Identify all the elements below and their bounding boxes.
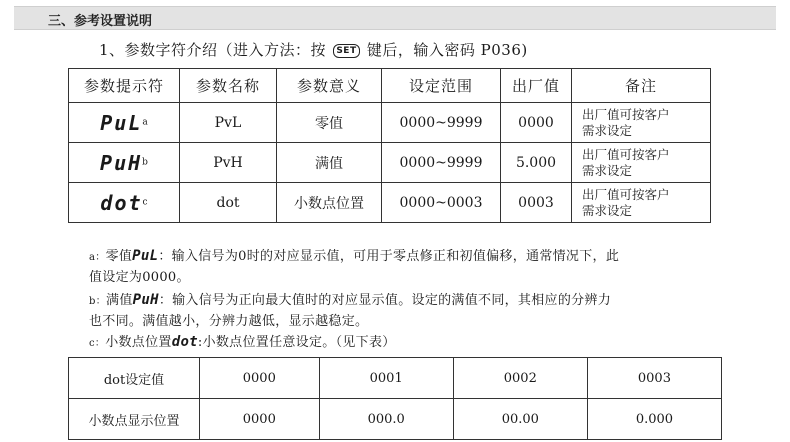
note-a-line2: 值设定为0000。	[89, 270, 190, 285]
note-text: ：输入信号为正向最大值时的对应显示值。设定的满值不同，其相应的分辨力	[158, 293, 612, 308]
note-text: :小数点位置任意设定。（见下表）	[197, 335, 396, 350]
range-cell: 0000~0003	[382, 183, 501, 223]
segment-symbol: PuH	[100, 150, 143, 175]
note-b-line1	[89, 289, 611, 308]
segment-symbol: PuL	[100, 110, 143, 135]
note-mark: b：	[89, 296, 107, 307]
symbol-cell	[69, 183, 180, 223]
table-cell: 0002	[453, 358, 587, 399]
note-cell	[572, 143, 711, 183]
decimal-point-table	[68, 357, 722, 440]
meaning-cell: 小数点位置	[277, 183, 382, 223]
note-mark: a：	[89, 252, 106, 263]
segment-symbol: PuH	[132, 292, 159, 308]
header-cell: 参数意义	[277, 69, 382, 103]
table-cell: 0001	[319, 358, 453, 399]
row-label-cell: 小数点显示位置	[69, 399, 200, 440]
default-cell: 0003	[501, 183, 572, 223]
intro-suffix: 键后，输入密码 P036)	[366, 41, 528, 59]
note-b-line2: 也不同。满值越小，分辨力越低，显示越稳定。	[89, 314, 369, 329]
footnote-mark: b	[142, 156, 148, 167]
note-text: 出厂值可按客户	[582, 106, 670, 122]
note-text: 出厂值可按客户	[582, 186, 670, 202]
header-cell: 出厂值	[501, 69, 572, 103]
note-cell	[572, 103, 711, 143]
name-cell: PvL	[180, 103, 277, 143]
table-cell: 0000	[200, 399, 320, 440]
table-row	[69, 183, 711, 223]
header-cell: 备注	[572, 69, 711, 103]
segment-symbol: PuL	[132, 248, 159, 264]
table-cell: 0.000	[587, 399, 721, 440]
note-label: 满值	[106, 293, 133, 308]
note-c-line1	[89, 331, 396, 350]
note-text: 需求设定	[582, 122, 633, 138]
table-cell: 00.00	[453, 399, 587, 440]
footnote-mark: c	[142, 196, 148, 207]
note-label: 小数点位置	[105, 335, 172, 350]
table-row	[69, 358, 722, 399]
note-text: 需求设定	[582, 202, 633, 218]
note-text: ：输入信号为0时的对应显示值，可用于零点修正和初值偏移，通常情况下，此	[158, 249, 620, 264]
table-cell: 000.0	[319, 399, 453, 440]
table-header-row	[69, 69, 711, 103]
default-cell: 5.000	[501, 143, 572, 183]
header-cell: 设定范围	[382, 69, 501, 103]
footnote-mark: a	[142, 116, 148, 127]
intro-line	[99, 39, 528, 60]
table-row	[69, 143, 711, 183]
default-cell: 0000	[501, 103, 572, 143]
section-title: 三、参考设置说明	[48, 14, 153, 29]
table-row	[69, 103, 711, 143]
header-cell: 参数名称	[180, 69, 277, 103]
note-cell	[572, 183, 711, 223]
meaning-cell: 满值	[277, 143, 382, 183]
symbol-cell	[69, 143, 180, 183]
segment-symbol: dot	[171, 334, 198, 350]
meaning-cell: 零值	[277, 103, 382, 143]
row-label-cell: dot设定值	[69, 358, 200, 399]
table-row	[69, 399, 722, 440]
range-cell: 0000~9999	[382, 143, 501, 183]
note-text: 出厂值可按客户	[582, 146, 670, 162]
symbol-cell	[69, 103, 180, 143]
section-header-bar	[14, 6, 776, 30]
parameter-table	[68, 68, 711, 223]
intro-prefix: 1、参数字符介绍（进入方法：按	[99, 41, 327, 59]
note-a-line1	[89, 245, 619, 264]
table-cell: 0000	[200, 358, 320, 399]
set-key-icon: SET	[333, 44, 359, 58]
segment-symbol: dot	[100, 190, 143, 215]
header-cell: 参数提示符	[69, 69, 180, 103]
note-mark: c：	[89, 338, 106, 349]
range-cell: 0000~9999	[382, 103, 501, 143]
name-cell: dot	[180, 183, 277, 223]
table-cell: 0003	[587, 358, 721, 399]
name-cell: PvH	[180, 143, 277, 183]
note-label: 零值	[105, 249, 133, 264]
note-text: 需求设定	[582, 162, 633, 178]
